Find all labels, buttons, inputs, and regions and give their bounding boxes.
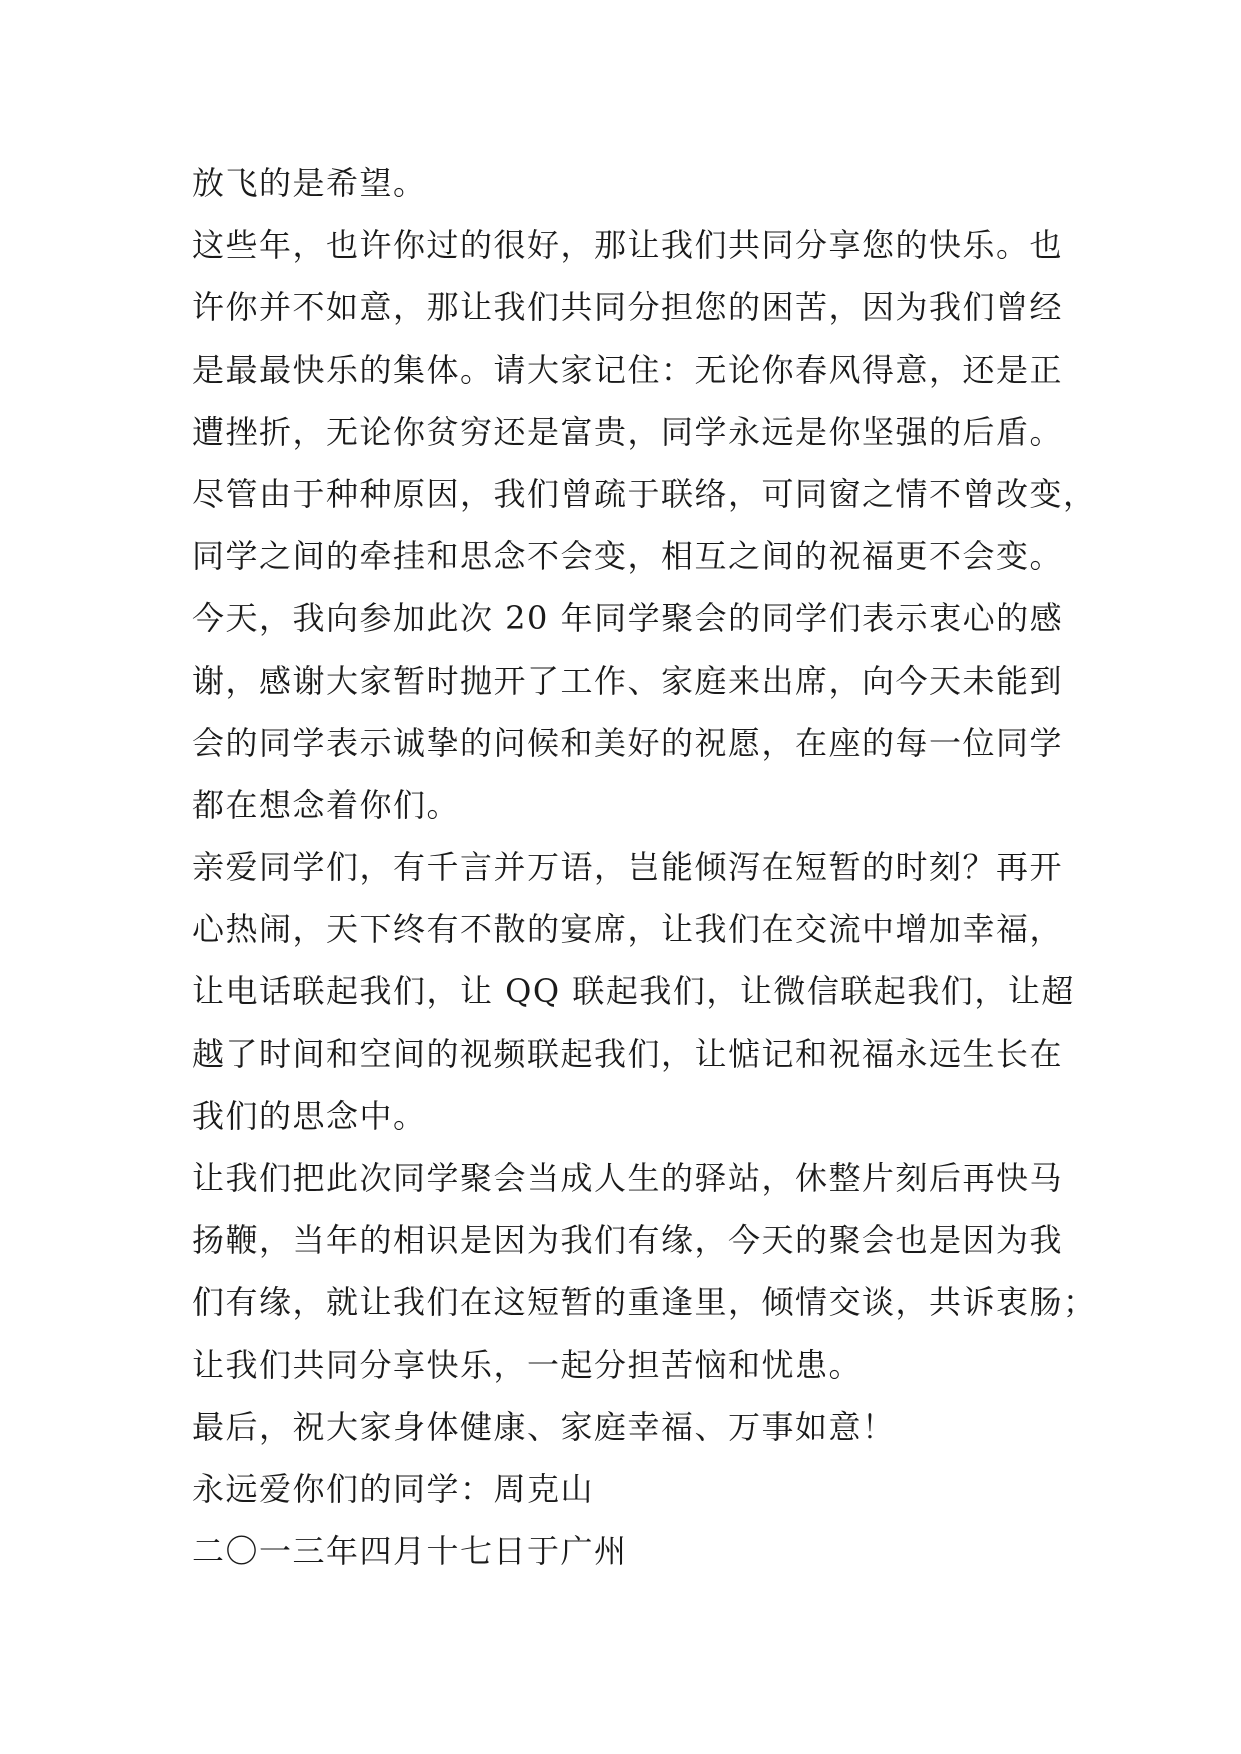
text-line: 们有缘，就让我们在这短暂的重逢里，倾情交谈，共诉衷肠； xyxy=(192,1283,1097,1322)
text-line: 让电话联起我们，让 QQ 联起我们，让微信联起我们，让超 xyxy=(192,972,1075,1011)
letter-body xyxy=(192,152,1097,1582)
date-place: 二〇一三年四月十七日于广州 xyxy=(192,1532,628,1571)
text-line: 是最最快乐的集体。请大家记住：无论你春风得意，还是正 xyxy=(192,350,1064,389)
text-line: 尽管由于种种原因，我们曾疏于联络，可同窗之情不曾改变， xyxy=(192,474,1097,513)
text-line: 遭挫折，无论你贫穷还是富贵，同学永远是你坚强的后盾。 xyxy=(192,412,1064,451)
text-line: 让我们共同分享快乐，一起分担苦恼和忧患。 xyxy=(192,1345,863,1384)
text-line: 都在想念着你们。 xyxy=(192,785,461,824)
text-line: 扬鞭，当年的相识是因为我们有缘，今天的聚会也是因为我 xyxy=(192,1221,1064,1260)
text-line: 会的同学表示诚挚的问候和美好的祝愿，在座的每一位同学 xyxy=(192,723,1064,762)
text-line: 这些年，也许你过的很好，那让我们共同分享您的快乐。也 xyxy=(192,226,1064,265)
text-line: 同学之间的牵挂和思念不会变，相互之间的祝福更不会变。 xyxy=(192,537,1064,576)
text-line: 心热闹，天下终有不散的宴席，让我们在交流中增加幸福， xyxy=(192,910,1064,949)
text-line: 我们的思念中。 xyxy=(192,1096,427,1135)
signature: 永远爱你们的同学：周克山 xyxy=(192,1469,595,1508)
closing-wish: 最后，祝大家身体健康、家庭幸福、万事如意！ xyxy=(192,1407,896,1446)
text-line: 越了时间和空间的视频联起我们，让惦记和祝福永远生长在 xyxy=(192,1034,1064,1073)
text-line: 许你并不如意，那让我们共同分担您的困苦，因为我们曾经 xyxy=(192,288,1064,327)
text-line: 让我们把此次同学聚会当成人生的驿站，休整片刻后再快马 xyxy=(192,1159,1064,1197)
text-line: 谢，感谢大家暂时抛开了工作、家庭来出席，向今天未能到 xyxy=(192,661,1064,700)
text-line: 今天，我向参加此次 20 年同学聚会的同学们表示衷心的感 xyxy=(192,599,1064,638)
text-line: 放飞的是希望。 xyxy=(192,164,427,202)
text-line: 亲爱同学们，有千言并万语，岂能倾泻在短暂的时刻？再开 xyxy=(192,848,1064,887)
